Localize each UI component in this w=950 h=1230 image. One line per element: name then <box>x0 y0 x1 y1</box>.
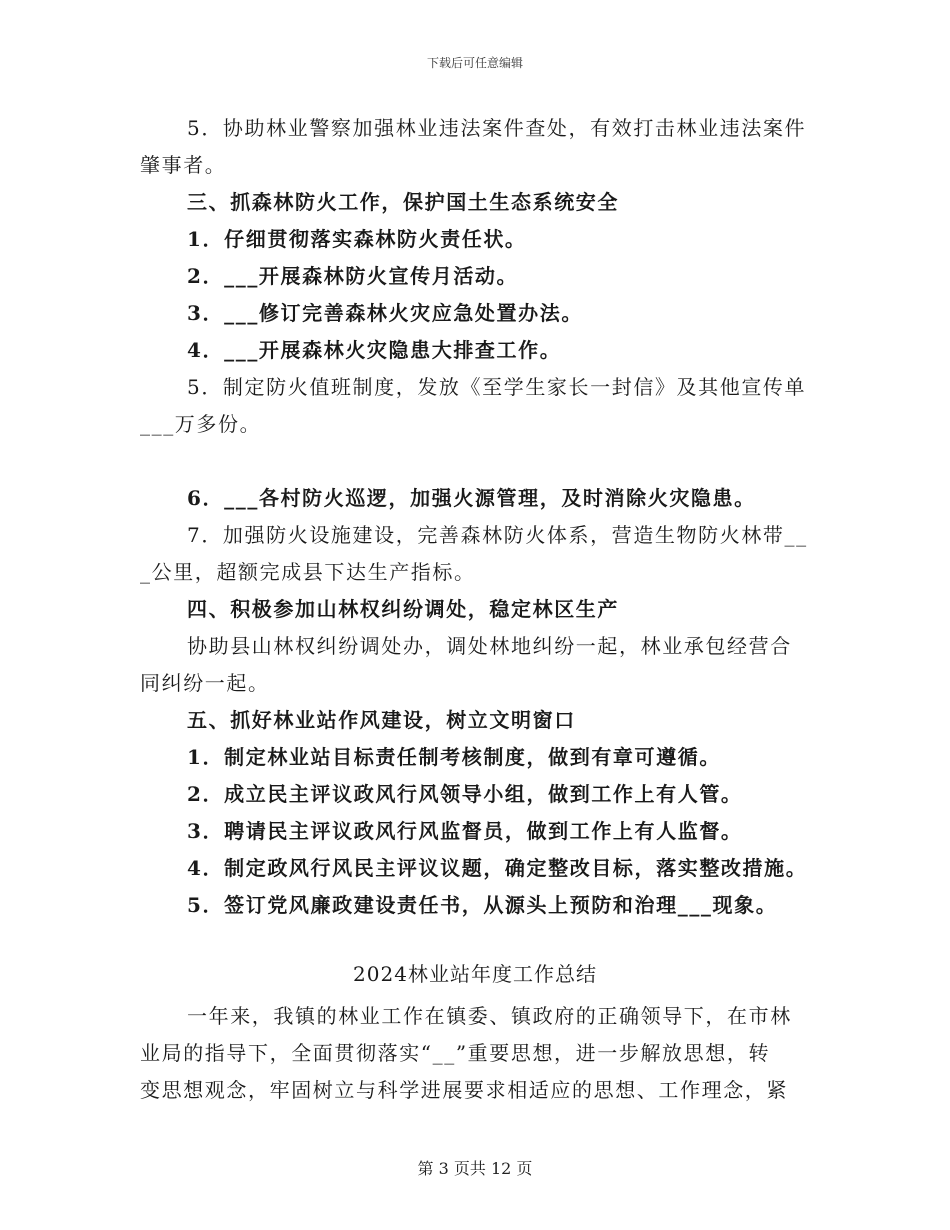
list-item: 2．成立民主评议政风行风领导小组，做到工作上有人管。 <box>187 782 743 806</box>
paragraph-line: 肇事者。 <box>140 153 227 177</box>
list-item: 6．___各村防火巡逻，加强火源管理，及时消除火灾隐患。 <box>187 486 756 510</box>
paragraph-line: _公里，超额完成县下达生产指标。 <box>140 560 476 584</box>
list-item: 4．制定政风行风民主评议议题，确定整改目标，落实整改措施。 <box>187 856 808 880</box>
list-item: 3．聘请民主评议政风行风监督员，做到工作上有人监督。 <box>187 819 743 843</box>
document-title: 2024林业站年度工作总结 <box>353 962 597 986</box>
page-footer: 第 3 页共 12 页 <box>417 1159 533 1178</box>
paragraph-line: 同纠纷一起。 <box>140 671 270 695</box>
list-item: 1．仔细贯彻落实森林防火责任状。 <box>187 227 527 251</box>
list-item: 4．___开展森林火灾隐患大排查工作。 <box>187 338 562 362</box>
section-heading: 五、抓好林业站作风建设，树立文明窗口 <box>187 708 576 732</box>
section-heading: 三、抓森林防火工作，保护国土生态系统安全 <box>187 190 619 214</box>
list-item: 5．签订党风廉政建设责任书，从源头上预防和治理___现象。 <box>187 893 778 917</box>
header-note: 下载后可任意编辑 <box>426 56 523 70</box>
paragraph-line: 7．加强防火设施建设，完善森林防火体系，营造生物防火林带__ <box>187 523 808 547</box>
paragraph-line: 5．制定防火值班制度，发放《至学生家长一封信》及其他宣传单 <box>187 375 807 399</box>
list-item: 2．___开展森林防火宣传月活动。 <box>187 264 519 288</box>
paragraph-line: 5．协助林业警察加强林业违法案件查处，有效打击林业违法案件 <box>187 116 807 140</box>
paragraph-line: 协助县山林权纠纷调处办，调处林地纠纷一起，林业承包经营合 <box>187 634 792 658</box>
paragraph-line: 一年来，我镇的林业工作在镇委、镇政府的正确领导下，在市林 <box>187 1004 792 1028</box>
paragraph-line: ___万多份。 <box>140 412 262 436</box>
list-item: 1．制定林业站目标责任制考核制度，做到有章可遵循。 <box>187 745 721 769</box>
paragraph-line: 业局的指导下，全面贯彻落实“__”重要思想，进一步解放思想，转 <box>140 1041 771 1065</box>
list-item: 3．___修订完善森林火灾应急处置办法。 <box>187 301 583 325</box>
paragraph-line: 变思想观念，牢固树立与科学进展要求相适应的思想、工作理念，紧 <box>140 1078 788 1102</box>
section-heading: 四、积极参加山林权纠纷调处，稳定林区生产 <box>187 597 619 621</box>
